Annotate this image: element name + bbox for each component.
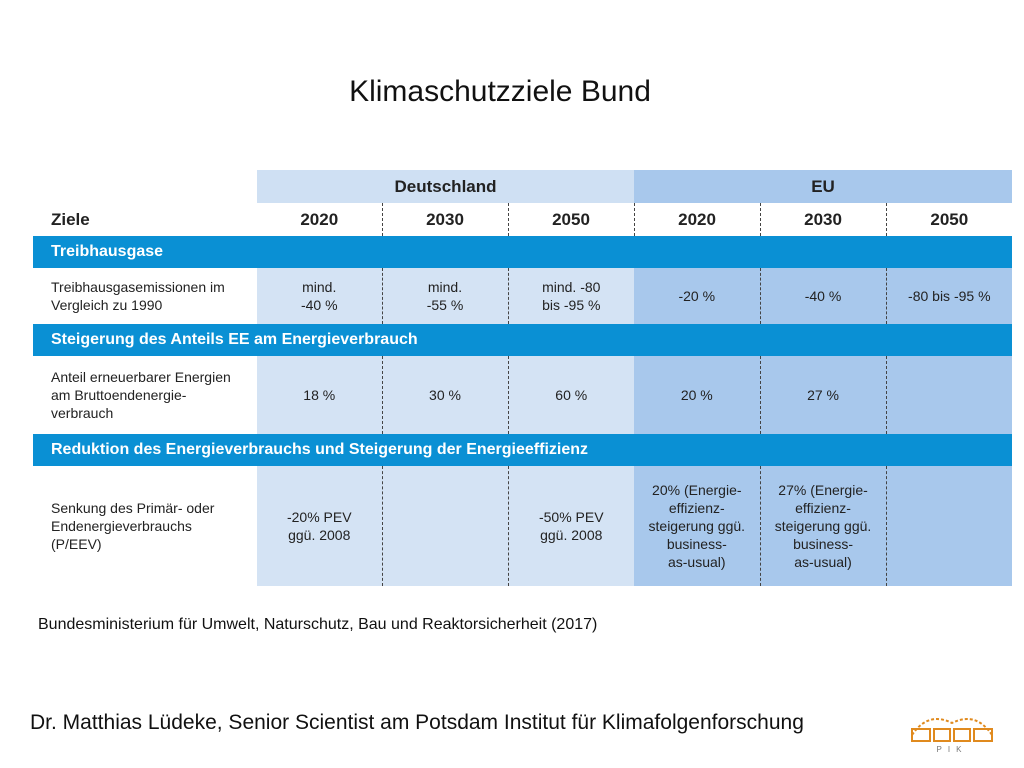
section-heading: Steigerung des Anteils EE am Energieverbrauch [33, 324, 1012, 356]
pik-logo-icon [906, 705, 998, 755]
goals-table [33, 170, 1012, 586]
year-header: 2030 [760, 203, 886, 236]
year-header: 2020 [257, 203, 382, 236]
cell-line: effizienz- [795, 500, 851, 516]
row-label [33, 356, 257, 434]
row-label [33, 466, 257, 586]
section-row [33, 434, 1012, 466]
cell-line: mind. -80 [542, 279, 601, 295]
page-title: Klimaschutzziele Bund [349, 75, 651, 108]
cell-line: 30 % [429, 387, 461, 403]
row-label [33, 268, 257, 324]
value-cell [508, 268, 634, 324]
value-cell [257, 356, 382, 434]
cell-line: -40 % [804, 288, 842, 304]
cell-line: am Bruttoendenergie- [51, 387, 187, 403]
value-cell [382, 356, 508, 434]
cell-line: ggü. 2008 [540, 527, 603, 543]
value-cell [508, 356, 634, 434]
cell-line: -50% PEV [538, 509, 604, 525]
value-cell [508, 466, 634, 586]
cell-line: (P/EEV) [51, 536, 102, 552]
logo-text: PIK [936, 745, 968, 754]
table-row [33, 466, 1012, 586]
value-cell [886, 356, 1012, 434]
cell-line: -20 % [678, 288, 716, 304]
cell-line: Anteil erneuerbarer Energien [51, 369, 231, 385]
cell-line: -80 bis -95 % [908, 288, 991, 304]
section-heading: Reduktion des Energieverbrauchs und Steigerung der Energieeffizienz [33, 434, 1012, 466]
cell-line: Vergleich zu 1990 [51, 297, 163, 313]
cell-line: 20 % [680, 387, 713, 403]
cell-line: mind. [302, 279, 337, 295]
year-header: 2030 [382, 203, 508, 236]
value-cell [257, 466, 382, 586]
table-row [33, 356, 1012, 434]
cell-line: -20% PEV [286, 509, 352, 525]
section-row [33, 236, 1012, 268]
cell-line: Senkung des Primär- oder [51, 500, 215, 516]
cell-line: bis -95 % [542, 297, 601, 313]
cell-line: -40 % [300, 297, 338, 313]
cell-line: business- [793, 536, 853, 552]
value-cell [382, 466, 508, 586]
cell-line: effizienz- [668, 500, 725, 516]
cell-line: business- [666, 536, 727, 552]
value-cell [257, 268, 382, 324]
cell-line: steigerung ggü. [648, 518, 746, 534]
cell-line: 60 % [555, 387, 588, 403]
cell-line: mind. [427, 279, 463, 295]
value-cell [886, 466, 1012, 586]
section-heading: Treibhausgase [33, 236, 1012, 268]
source-citation: Bundesministerium für Umwelt, Naturschutz, Bau und Reaktorsicherheit (2017) [38, 616, 598, 633]
group-header-deutschland: Deutschland [257, 170, 634, 203]
value-cell [760, 268, 886, 324]
cell-line: steigerung ggü. [774, 518, 872, 534]
cell-line: Treibhausgasemissionen im [51, 279, 225, 295]
value-cell [634, 466, 760, 586]
value-cell [382, 268, 508, 324]
table-row [33, 268, 1012, 324]
value-cell [760, 356, 886, 434]
group-header-eu: EU [634, 170, 1012, 203]
header-empty-cell [33, 170, 257, 203]
cell-line: as-usual) [794, 554, 852, 570]
cell-line: 27% (Energie- [778, 482, 868, 498]
cell-line: 27 % [807, 387, 839, 403]
year-header: 2050 [886, 203, 1012, 236]
section-row [33, 324, 1012, 356]
year-header: 2020 [634, 203, 760, 236]
cell-line: as-usual) [667, 554, 726, 570]
year-header: 2050 [508, 203, 634, 236]
cell-line: 18 % [303, 387, 336, 403]
value-cell [634, 268, 760, 324]
cell-line: verbrauch [51, 405, 114, 421]
cell-line: -55 % [426, 297, 464, 313]
cell-line: Endenergieverbrauchs [51, 518, 192, 534]
value-cell [886, 268, 1012, 324]
cell-line: 20% (Energie- [652, 482, 742, 498]
value-cell [760, 466, 886, 586]
cell-line: ggü. 2008 [288, 527, 351, 543]
footer-author: Dr. Matthias Lüdeke, Senior Scientist am Potsdam Institut für Klimafolgenforschung [30, 711, 804, 734]
ziele-label: Ziele [51, 209, 90, 229]
value-cell [634, 356, 760, 434]
